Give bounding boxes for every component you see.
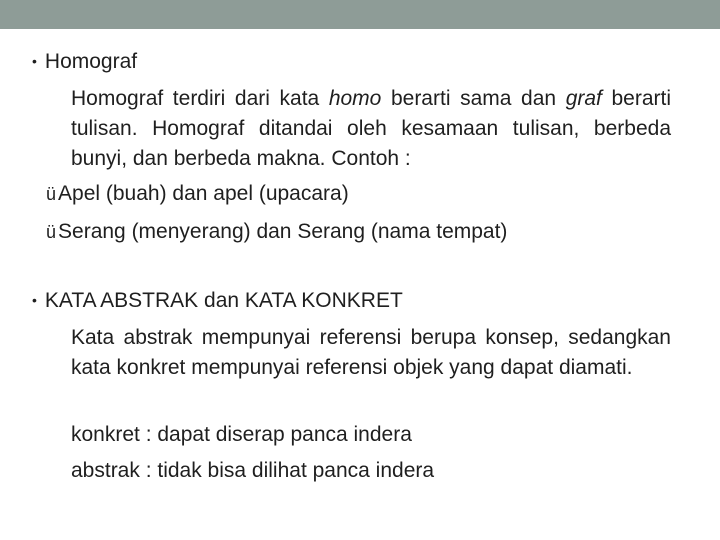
- definition-line: abstrak : tidak bisa dilihat panca indera: [71, 459, 435, 482]
- section-2-paragraph: Kata abstrak mempunyai referensi berupa konsep, sedangkan kata konkret mempunyai referensi objek yang dapat diamati.: [71, 326, 671, 379]
- italic-term-graf: graf: [565, 87, 602, 110]
- italic-term-homo: homo: [328, 87, 382, 110]
- definition-line: konkret : dapat diserap panca indera: [71, 423, 412, 446]
- section-1-paragraph: Homograf terdiri dari kata homo berarti sama dan graf berarti tulisan. Homograf ditandai oleh kesamaan tulisan, berbeda bunyi, dan berbeda makna. Contoh :: [71, 87, 671, 170]
- section-2-heading: • KATA ABSTRAK dan KATA KONKRET: [32, 289, 403, 312]
- bullet-dot-icon: •: [32, 292, 37, 308]
- checkmark-icon: ü: [46, 184, 57, 204]
- example-item: üApel (buah) dan apel (upacara): [46, 182, 349, 205]
- section-1-heading: • Homograf: [32, 50, 138, 73]
- example-item: üSerang (menyerang) dan Serang (nama tempat): [46, 220, 508, 243]
- checkmark-icon: ü: [46, 222, 57, 242]
- bullet-dot-icon: •: [32, 53, 37, 69]
